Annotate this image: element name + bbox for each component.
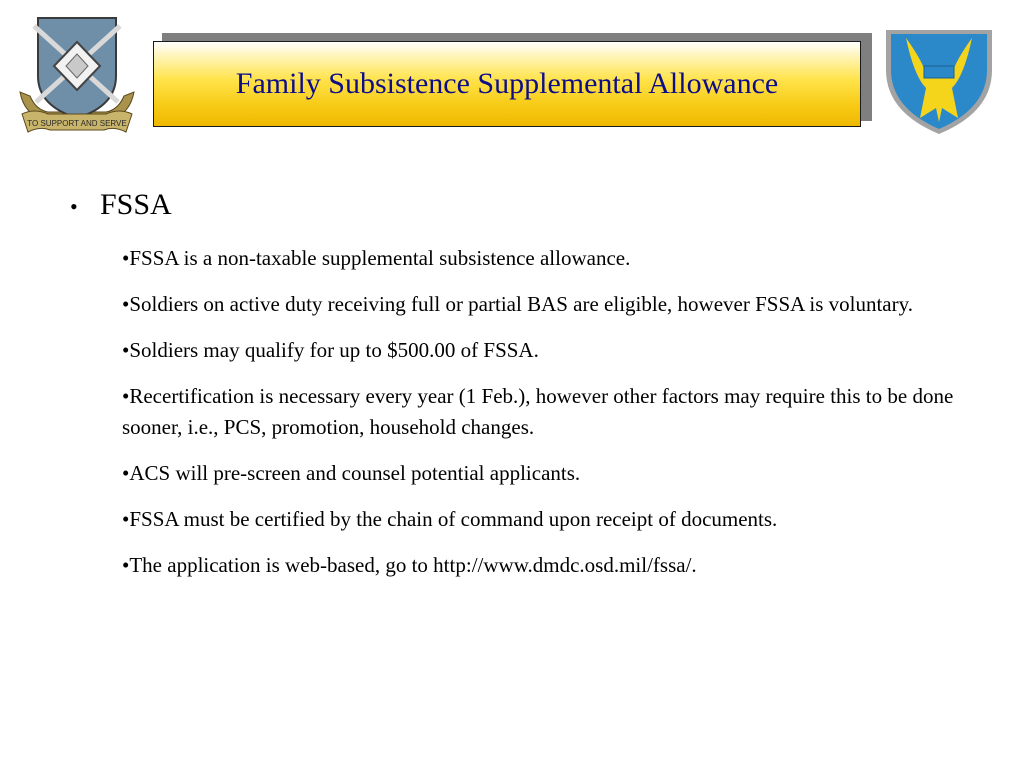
unit-insignia-icon — [14, 14, 140, 134]
bullet-dot: • — [70, 194, 78, 219]
list-item: •ACS will pre-screen and counsel potential applicants. — [122, 461, 581, 485]
insignia-motto: TO SUPPORT AND SERVE — [27, 119, 127, 128]
title-banner — [153, 41, 861, 127]
list-item: •Recertification is necessary every year (1 Feb.), however other factors may require this to be done sooner, i.e., PCS, promotion, household changes. — [122, 384, 954, 439]
list-item: •FSSA is a non-taxable supplemental subsistence allowance. — [122, 246, 631, 270]
shield-emblem-icon — [880, 26, 998, 136]
main-bullet-label: FSSA — [100, 188, 172, 221]
main-bullet — [70, 188, 172, 222]
list-item: •Soldiers may qualify for up to $500.00 of FSSA. — [122, 338, 539, 362]
list-item: •Soldiers on active duty receiving full or partial BAS are eligible, however FSSA is voluntary. — [122, 292, 914, 316]
sub-point-list — [122, 243, 962, 596]
list-item: •FSSA must be certified by the chain of command upon receipt of documents. — [122, 507, 778, 531]
page-title: Family Subsistence Supplemental Allowance — [235, 67, 779, 100]
list-item: •The application is web-based, go to http://www.dmdc.osd.mil/fssa/. — [122, 553, 697, 577]
